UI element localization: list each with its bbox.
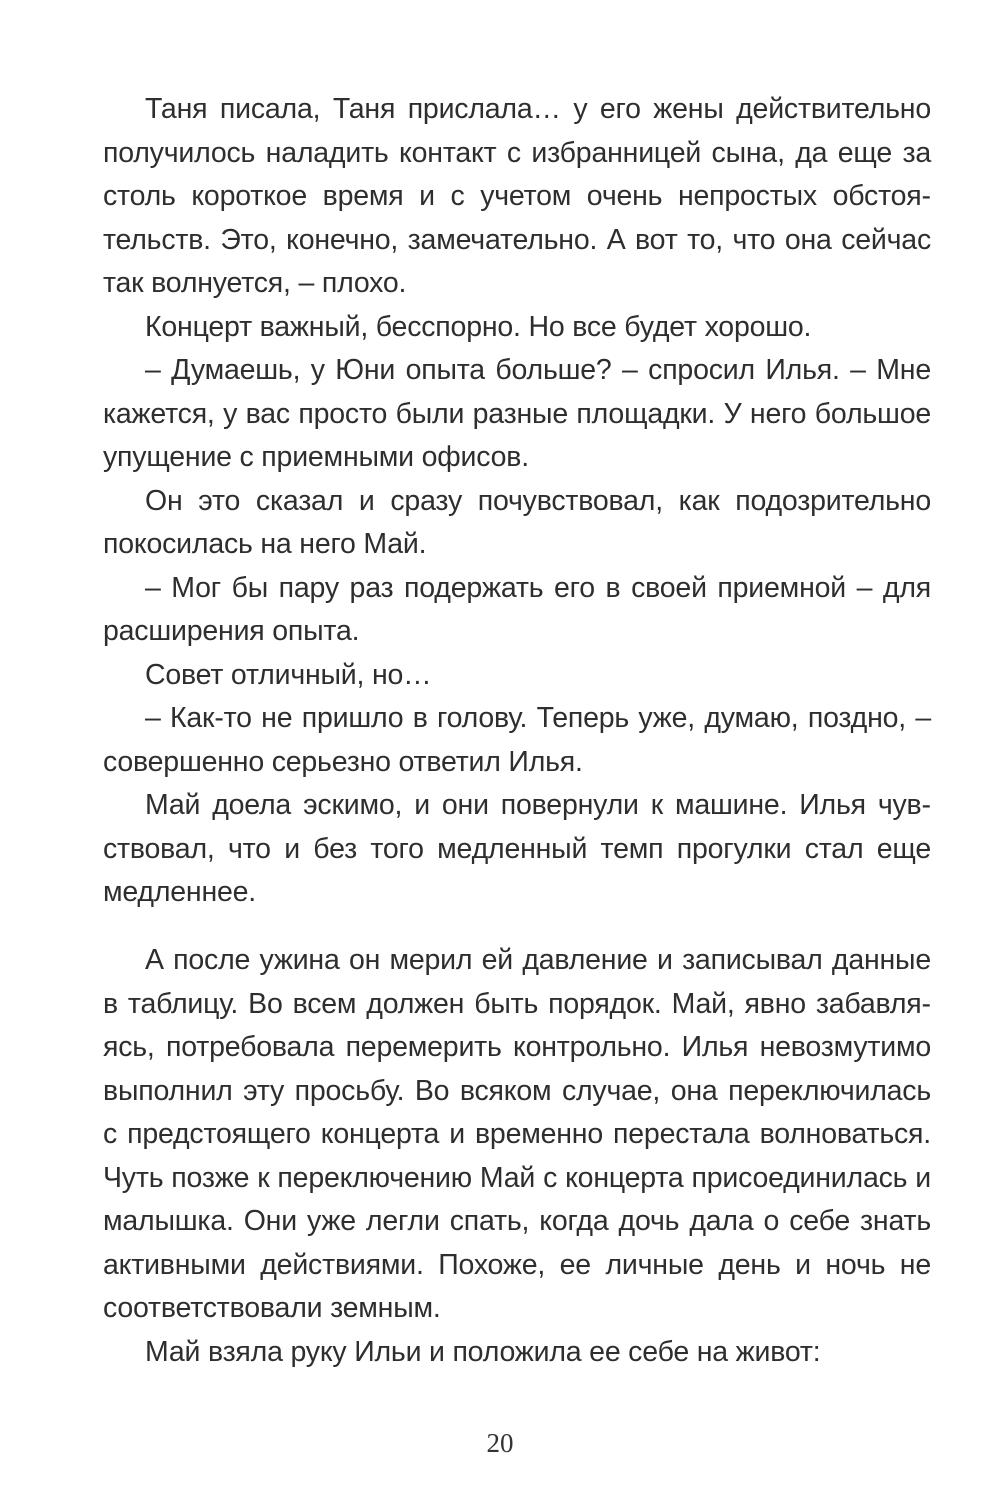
text-section-1 bbox=[103, 88, 931, 915]
paragraph: Совет отличный, но… bbox=[145, 658, 432, 691]
text-section-2 bbox=[103, 939, 931, 1374]
paragraph: Май доела эскимо, и они повернули к машине. Илья чувствовал, что и без того медленный темп прогулки стал еще медленнее. bbox=[103, 789, 931, 908]
paragraph: – Думаешь, у Юни опыта больше? – спросил Илья. – Мне кажется, у вас просто были разные площадки. У него большое упущение с приемными офисов. bbox=[103, 354, 931, 473]
paragraph: Таня писала, Таня прислала… у его жены действительно получилось наладить контакт с избранницей сына, да еще за столь короткое время и с учетом очень непростых обстоятельств. Это, конечно, замечательно. А вот то, что она сейчас так волнуется, – плохо. bbox=[103, 93, 931, 299]
paragraph: Концерт важный, бесспорно. Но все будет хорошо. bbox=[145, 310, 812, 343]
paragraph: Он это сказал и сразу почувствовал, как подозрительно покосилась на него Май. bbox=[103, 484, 931, 560]
paragraph: – Как-то не пришло в голову. Теперь уже, думаю, поздно, – совершенно серьезно ответил Илья. bbox=[103, 702, 931, 778]
paragraph: Май взяла руку Ильи и положила ее себе на живот: bbox=[145, 1335, 821, 1368]
paragraph: А после ужина он мерил ей давление и записывал данные в таблицу. Во всем должен быть порядок. Май, явно забавляясь, потребовала перемерить контрольно. Илья невозмутимо выполнил эту просьбу. Во всяком случае, она переключилась с предстоящего концерта и временно перестала волноваться. Чуть позже к переключению Май с концерта присоединилась и малышка. Они уже легли спать, когда дочь дала о себе знать активными действиями. Похоже, ее личные день и ночь не соответствовали земным. bbox=[103, 944, 931, 1324]
page-number: 20 bbox=[486, 1428, 514, 1458]
paragraph: – Мог бы пару раз подержать его в своей приемной – для расширения опыта. bbox=[103, 571, 931, 647]
